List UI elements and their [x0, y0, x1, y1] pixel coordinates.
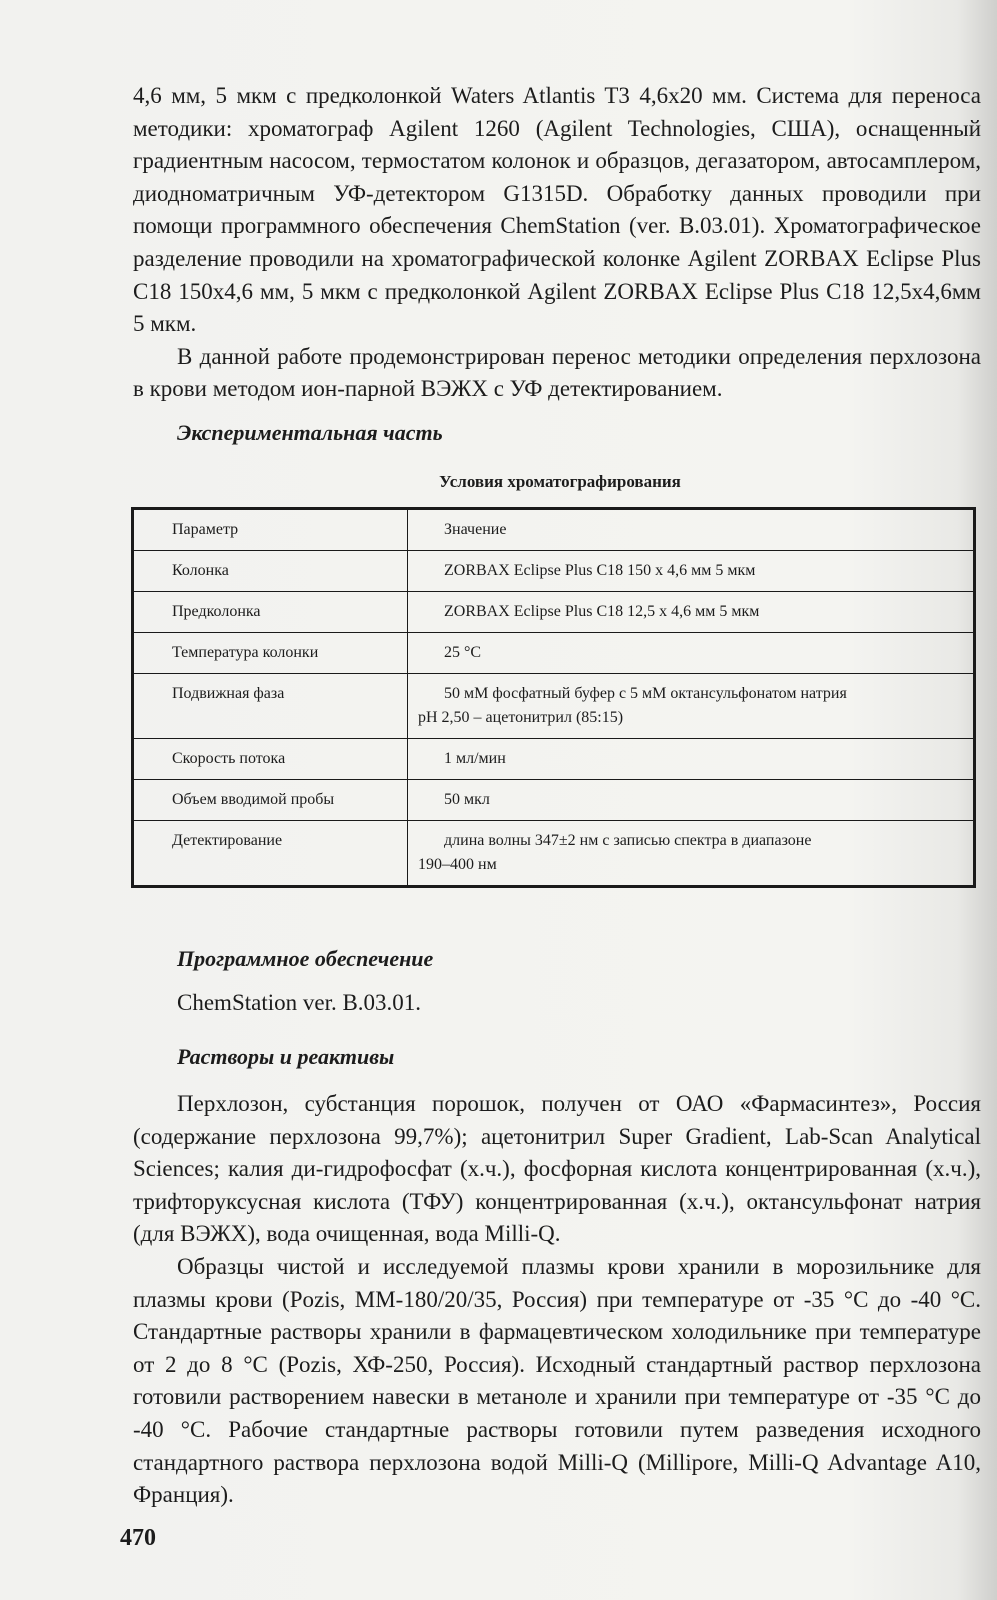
- table-cell-value: ZORBAX Eclipse Plus C18 12,5 х 4,6 мм 5 мкм: [444, 603, 760, 620]
- section-heading-reagents: Растворы и реактивы: [177, 1044, 395, 1069]
- table-row: [133, 780, 975, 821]
- table-header-row: [133, 509, 975, 551]
- table-row: [133, 592, 975, 633]
- table-cell-value: 25 °С: [444, 644, 482, 661]
- table-cell-param: Предколонка: [133, 592, 408, 633]
- table-row: [133, 551, 975, 592]
- table-cell-value: длина волны 347±2 нм с записью спектра в диапазоне: [444, 832, 812, 849]
- table-cell-param: Скорость потока: [133, 739, 408, 780]
- intro-paragraph-2: В данной работе продемонстрирован перенос методики определения перхлозона в крови методом ион-парной ВЭЖХ с УФ детектированием.: [133, 343, 981, 402]
- table-header-value: Значение: [444, 521, 507, 538]
- table-cell-value: ZORBAX Eclipse Plus C18 150 х 4,6 мм 5 мкм: [444, 562, 756, 579]
- table-cell-value-continued: pH 2,50 – ацетонитрил (85:15): [418, 709, 624, 726]
- page-number: 470: [120, 1525, 156, 1551]
- reagents-paragraph-1: Перхлозон, субстанция порошок, получен от ОАО «Фармасинтез», Россия (содержание перхлозона 99,7%); ацетонитрил Super Gradient, Lab-Scan Analytical Sciences; калия ди-гидрофосфат (х.ч.), фосфорная кислота концентрированная (х.ч.), трифторуксусная кислота (ТФУ) концентрированная (х.ч.), октансульфонат натрия (для ВЭЖХ), вода очищенная, вода Milli-Q.: [133, 1091, 981, 1247]
- table-cell-param: Объем вводимой пробы: [133, 780, 408, 821]
- section-heading-experimental: Экспериментальная часть: [177, 420, 443, 445]
- table-cell-value: 1 мл/мин: [444, 750, 506, 767]
- table-cell-param: Детектирование: [133, 821, 408, 887]
- table-cell-param: Температура колонки: [133, 633, 408, 674]
- table-row: [133, 821, 975, 887]
- table-cell-param: Подвижная фаза: [133, 674, 408, 739]
- reagents-text: [133, 1088, 981, 1512]
- table-row: [133, 674, 975, 739]
- reagents-paragraph-2: Образцы чистой и исследуемой плазмы крови хранили в морозильнике для плазмы крови (Pozis, ММ-180/20/35, Россия) при температуре от -35 °С до -40 °С. Стандартные растворы хранили в фармацевтическом холодильнике при температуре от 2 до 8 °С (Pozis, ХФ-250, Россия). Исходный стандартный раствор перхлозона готовили растворением навески в метаноле и хранили при температуре от -35 °С до -40 °С. Рабочие стандартные растворы готовили путем разведения исходного стандартного раствора перхлозона водой Milli-Q (Millipore, Milli-Q Advantage A10, Франция).: [133, 1253, 981, 1508]
- table-title: Условия хроматографирования: [439, 472, 681, 491]
- table-row: [133, 633, 975, 674]
- table-row: [133, 739, 975, 780]
- conditions-table: [131, 507, 976, 888]
- table-header-param: Параметр: [133, 509, 408, 551]
- software-text: ChemStation ver. B.03.01.: [177, 990, 422, 1015]
- table-cell-value: 50 мкл: [444, 791, 490, 808]
- table-cell-param: Колонка: [133, 551, 408, 592]
- table-cell-value: 50 мМ фосфатный буфер с 5 мМ октансульфонатом натрия: [444, 685, 847, 702]
- intro-text: [133, 80, 981, 406]
- table-cell-value-continued: 190–400 нм: [418, 856, 497, 873]
- intro-paragraph-1: 4,6 мм, 5 мкм с предколонкой Waters Atlantis T3 4,6х20 мм. Система для переноса методики: хроматограф Agilent 1260 (Agilent Technologies, США), оснащенный градиентным насосом, термостатом колонок и образцов, дегазатором, автосамплером, диодноматричным УФ-детектором G1315D. Обработку данных проводили при помощи программного обеспечения ChemStation (ver. B.03.01). Хроматографическое разделение проводили на хроматографической колонке Agilent ZORBAX Eclipse Plus C18 150х4,6 мм, 5 мкм с предколонкой Agilent ZORBAX Eclipse Plus C18 12,5х4,6мм 5 мкм.: [133, 83, 981, 337]
- section-heading-software: Программное обеспечение: [177, 946, 434, 971]
